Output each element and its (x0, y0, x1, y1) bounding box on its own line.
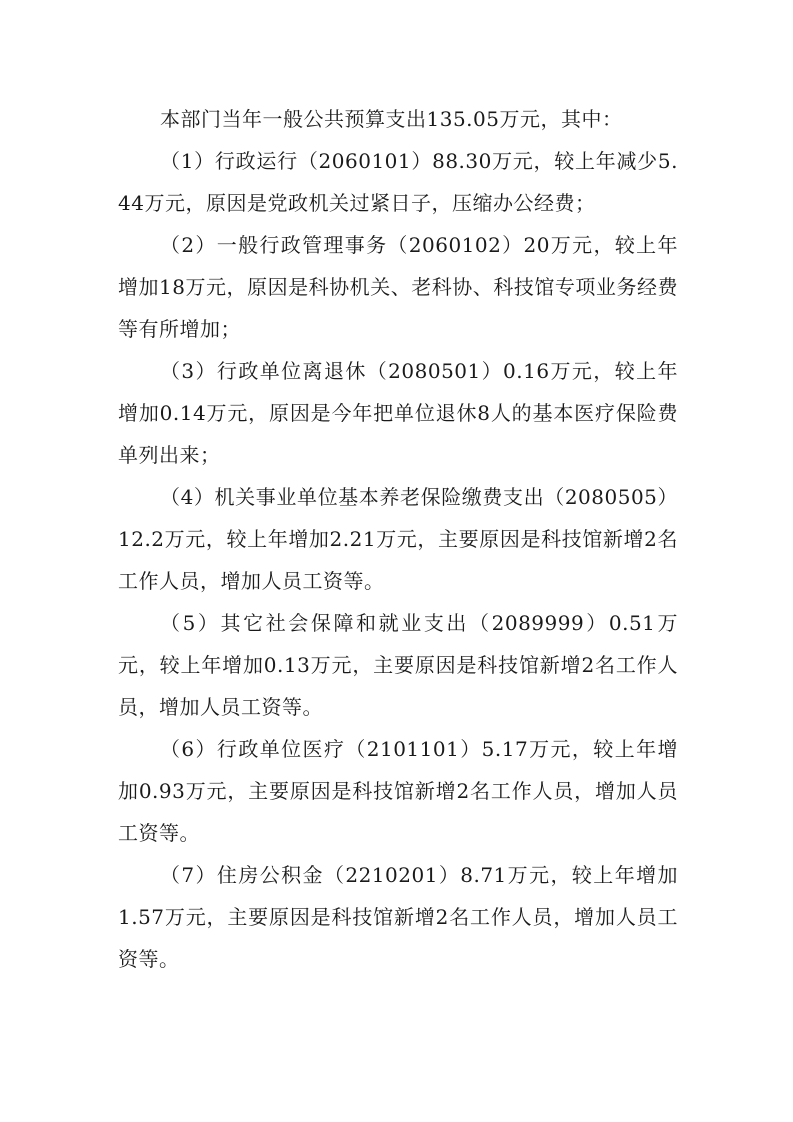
expense-item-6: （6）行政单位医疗（2101101）5.17万元，较上年增加0.93万元，主要原因是科技馆新增2名工作人员，增加人员工资等。 (118, 737, 678, 845)
expense-item-3: （3）行政单位离退休（2080501）0.16万元，较上年增加0.14万元，原因是今年把单位退休8人的基本医疗保险费单列出来； (118, 359, 678, 467)
expense-item-4: （4）机关事业单位基本养老保险缴费支出（2080505）12.2万元，较上年增加2.21万元，主要原因是科技馆新增2名工作人员，增加人员工资等。 (118, 485, 678, 593)
expense-item-2: （2）一般行政管理事务（2060102）20万元，较上年增加18万元，原因是科协机关、老科协、科技馆专项业务经费等有所增加； (118, 233, 678, 341)
expense-item-1: （1）行政运行（2060101）88.30万元，较上年减少5.44万元，原因是党政机关过紧日子，压缩办公经费； (118, 149, 678, 215)
expense-item-5: （5）其它社会保障和就业支出（2089999）0.51万元，较上年增加0.13万元，主要原因是科技馆新增2名工作人员，增加人员工资等。 (118, 611, 678, 719)
expense-item-7: （7）住房公积金（2210201）8.71万元，较上年增加1.57万元，主要原因是科技馆新增2名工作人员，增加人员工资等。 (118, 863, 678, 971)
intro-paragraph: 本部门当年一般公共预算支出135.05万元，其中： (160, 107, 623, 131)
document-body (118, 98, 678, 980)
